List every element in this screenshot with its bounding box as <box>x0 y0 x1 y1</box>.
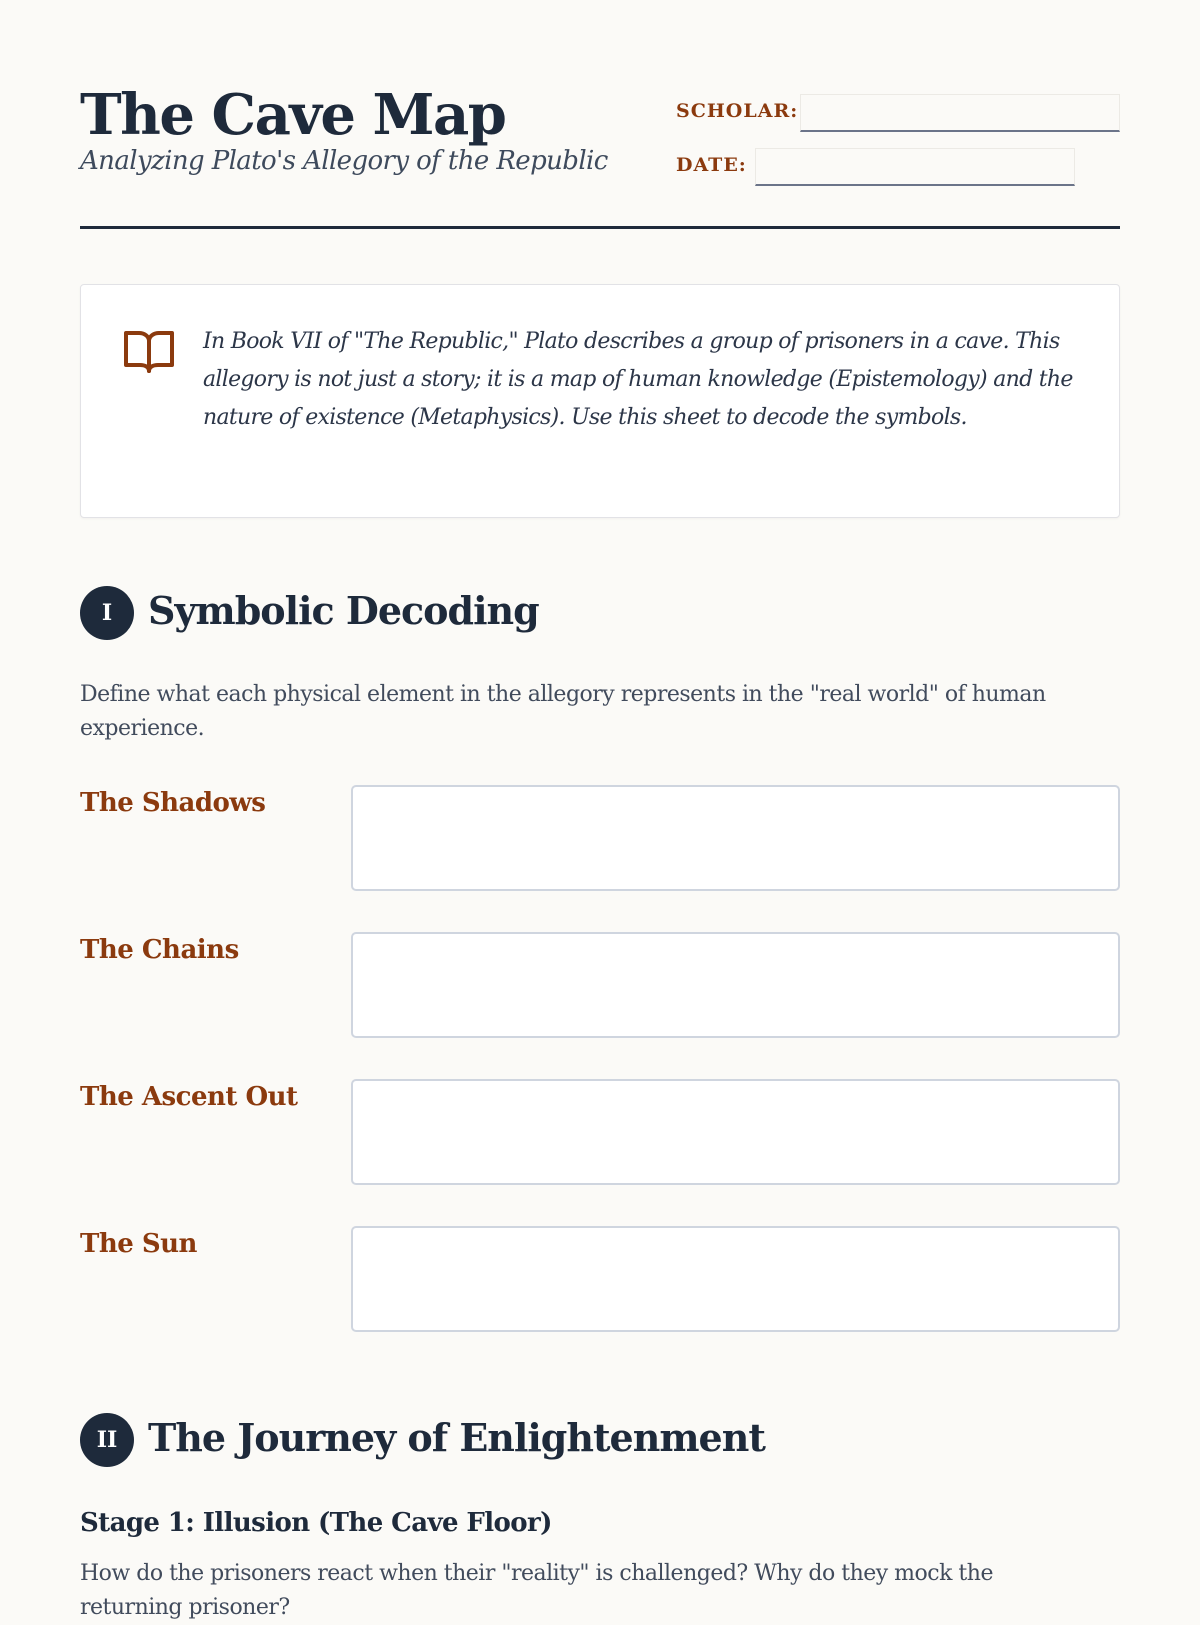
symbol-label-sun: The Sun <box>80 1229 197 1259</box>
symbol-answer-shadows[interactable] <box>351 785 1120 891</box>
scholar-input[interactable] <box>800 94 1120 132</box>
section-title-symbolic-decoding: Symbolic Decoding <box>148 588 539 633</box>
scholar-label: SCHOLAR: <box>676 100 799 122</box>
symbol-answer-chains[interactable] <box>351 932 1120 1038</box>
stage-question: How do the prisoners react when their "reality" is challenged? Why do they mock the returning prisoner? <box>80 1561 993 1620</box>
stage-title: Stage 1: Illusion (The Cave Floor) <box>80 1508 552 1538</box>
worksheet-page <box>80 0 1120 1620</box>
section-number-badge: II <box>80 1413 134 1467</box>
date-input[interactable] <box>755 148 1075 186</box>
intro-box <box>80 284 1120 518</box>
open-book-icon <box>123 329 175 375</box>
symbol-answer-sun[interactable] <box>351 1226 1120 1332</box>
page-title: The Cave Map <box>80 82 506 148</box>
symbol-answer-ascent[interactable] <box>351 1079 1120 1185</box>
symbol-label-ascent: The Ascent Out <box>80 1082 298 1112</box>
symbol-label-chains: The Chains <box>80 935 239 965</box>
section-number-badge: I <box>80 586 134 640</box>
symbol-label-shadows: The Shadows <box>80 788 266 818</box>
date-label: DATE: <box>676 154 747 176</box>
intro-text: In Book VII of "The Republic," Plato describes a group of prisoners in a cave. This allegory is not just a story; it is a map of human knowledge (Epistemology) and the nature of existence (Metaphysics). Use this sheet to decode the symbols. <box>203 329 1073 430</box>
header-divider <box>80 226 1120 229</box>
section-title-journey: The Journey of Enlightenment <box>148 1415 765 1460</box>
section-description: Define what each physical element in the allegory represents in the "real world" of human experience. <box>80 682 1046 741</box>
page-subtitle: Analyzing Plato's Allegory of the Republic <box>80 146 608 176</box>
